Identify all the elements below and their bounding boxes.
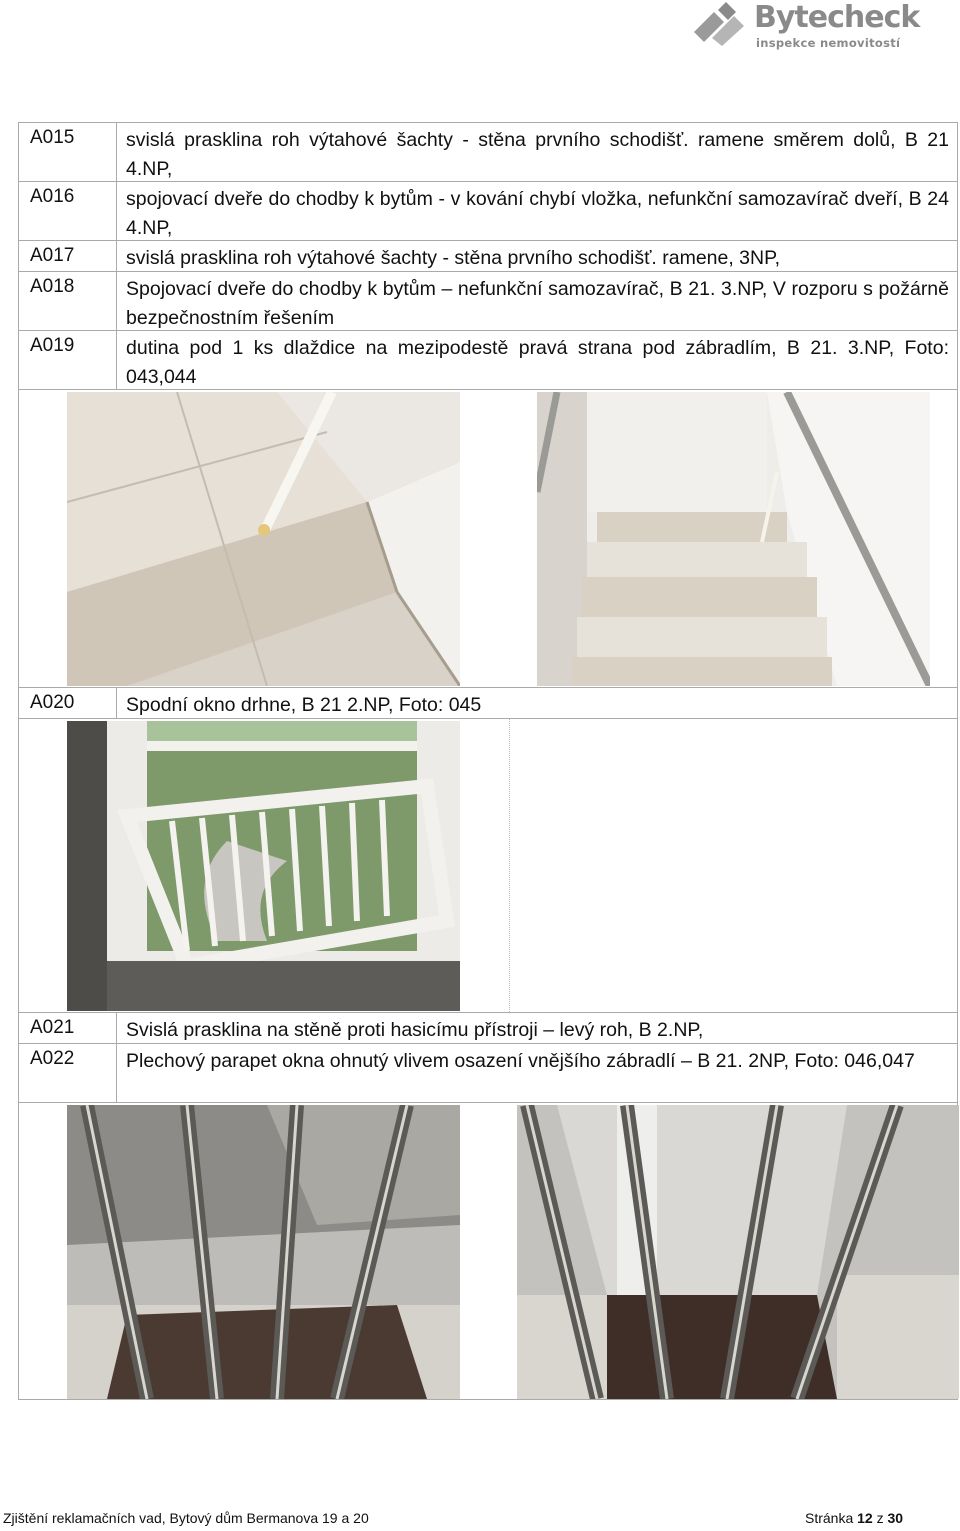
photo-window (67, 721, 460, 1011)
defect-row (18, 181, 958, 241)
defect-code: A017 (19, 241, 117, 271)
defect-description: Spojovací dveře do chodby k bytům – nefunkční samozavírač, B 21. 3.NP, V rozporu s požárně bezpečnostním řešením (126, 278, 949, 329)
defect-code: A022 (19, 1044, 117, 1102)
defect-row (18, 687, 958, 719)
defect-code: A015 (19, 123, 117, 181)
defect-row (18, 240, 958, 272)
defect-description: spojovací dveře do chodby k bytům - v kování chybí vložka, nefunkční samozavírač dveří, B 24 4.NP, (126, 188, 949, 239)
page-separator: z (876, 1510, 884, 1526)
page-total: 30 (887, 1510, 904, 1526)
logo-mark-icon (690, 2, 750, 46)
photo-staircase (537, 392, 930, 686)
logo-name: Bytecheck (754, 0, 920, 35)
defect-row (18, 330, 958, 390)
photo-parapet-left (67, 1105, 460, 1399)
defect-description: Spodní okno drhne, B 21 2.NP, Foto: 045 (126, 694, 482, 716)
photo-row (18, 389, 958, 688)
defect-row (18, 122, 958, 182)
empty-cell-divider (509, 719, 510, 1012)
defect-row (18, 1012, 958, 1044)
company-logo (690, 2, 930, 54)
defect-row (18, 1043, 958, 1103)
footer-document-title: Zjištění reklamačních vad, Bytový dům Bermanova 19 a 20 (3, 1510, 369, 1526)
footer-page-number (805, 1510, 903, 1526)
defect-code: A020 (19, 688, 117, 718)
photo-row (18, 1102, 958, 1400)
defect-description: dutina pod 1 ks dlaždice na mezipodestě pravá strana pod zábradlím, B 21. 3.NP, Foto: 043,044 (126, 337, 949, 388)
page-current: 12 (857, 1510, 873, 1526)
defect-code: A019 (19, 331, 117, 389)
photo-row (18, 718, 958, 1013)
defect-description: svislá prasklina roh výtahové šachty - stěna prvního schodišť. ramene, 3NP, (126, 247, 781, 269)
defect-description: Plechový parapet okna ohnutý vlivem osazení vnějšího zábradlí – B 21. 2NP, Foto: 046,047 (126, 1050, 915, 1072)
defect-description: svislá prasklina roh výtahové šachty - stěna prvního schodišť. ramene směrem dolů, B 21 4.NP, (126, 129, 949, 180)
defect-row (18, 271, 958, 331)
photo-parapet-right (517, 1105, 959, 1399)
defect-code: A018 (19, 272, 117, 330)
defect-description: Svislá prasklina na stěně proti hasicímu přístroji – levý roh, B 2.NP, (126, 1019, 704, 1041)
defect-code: A016 (19, 182, 117, 240)
defect-code: A021 (19, 1013, 117, 1043)
photo-tile-cavity (67, 392, 460, 686)
logo-tagline: inspekce nemovitostí (756, 36, 901, 50)
page-label: Stránka (805, 1510, 854, 1526)
